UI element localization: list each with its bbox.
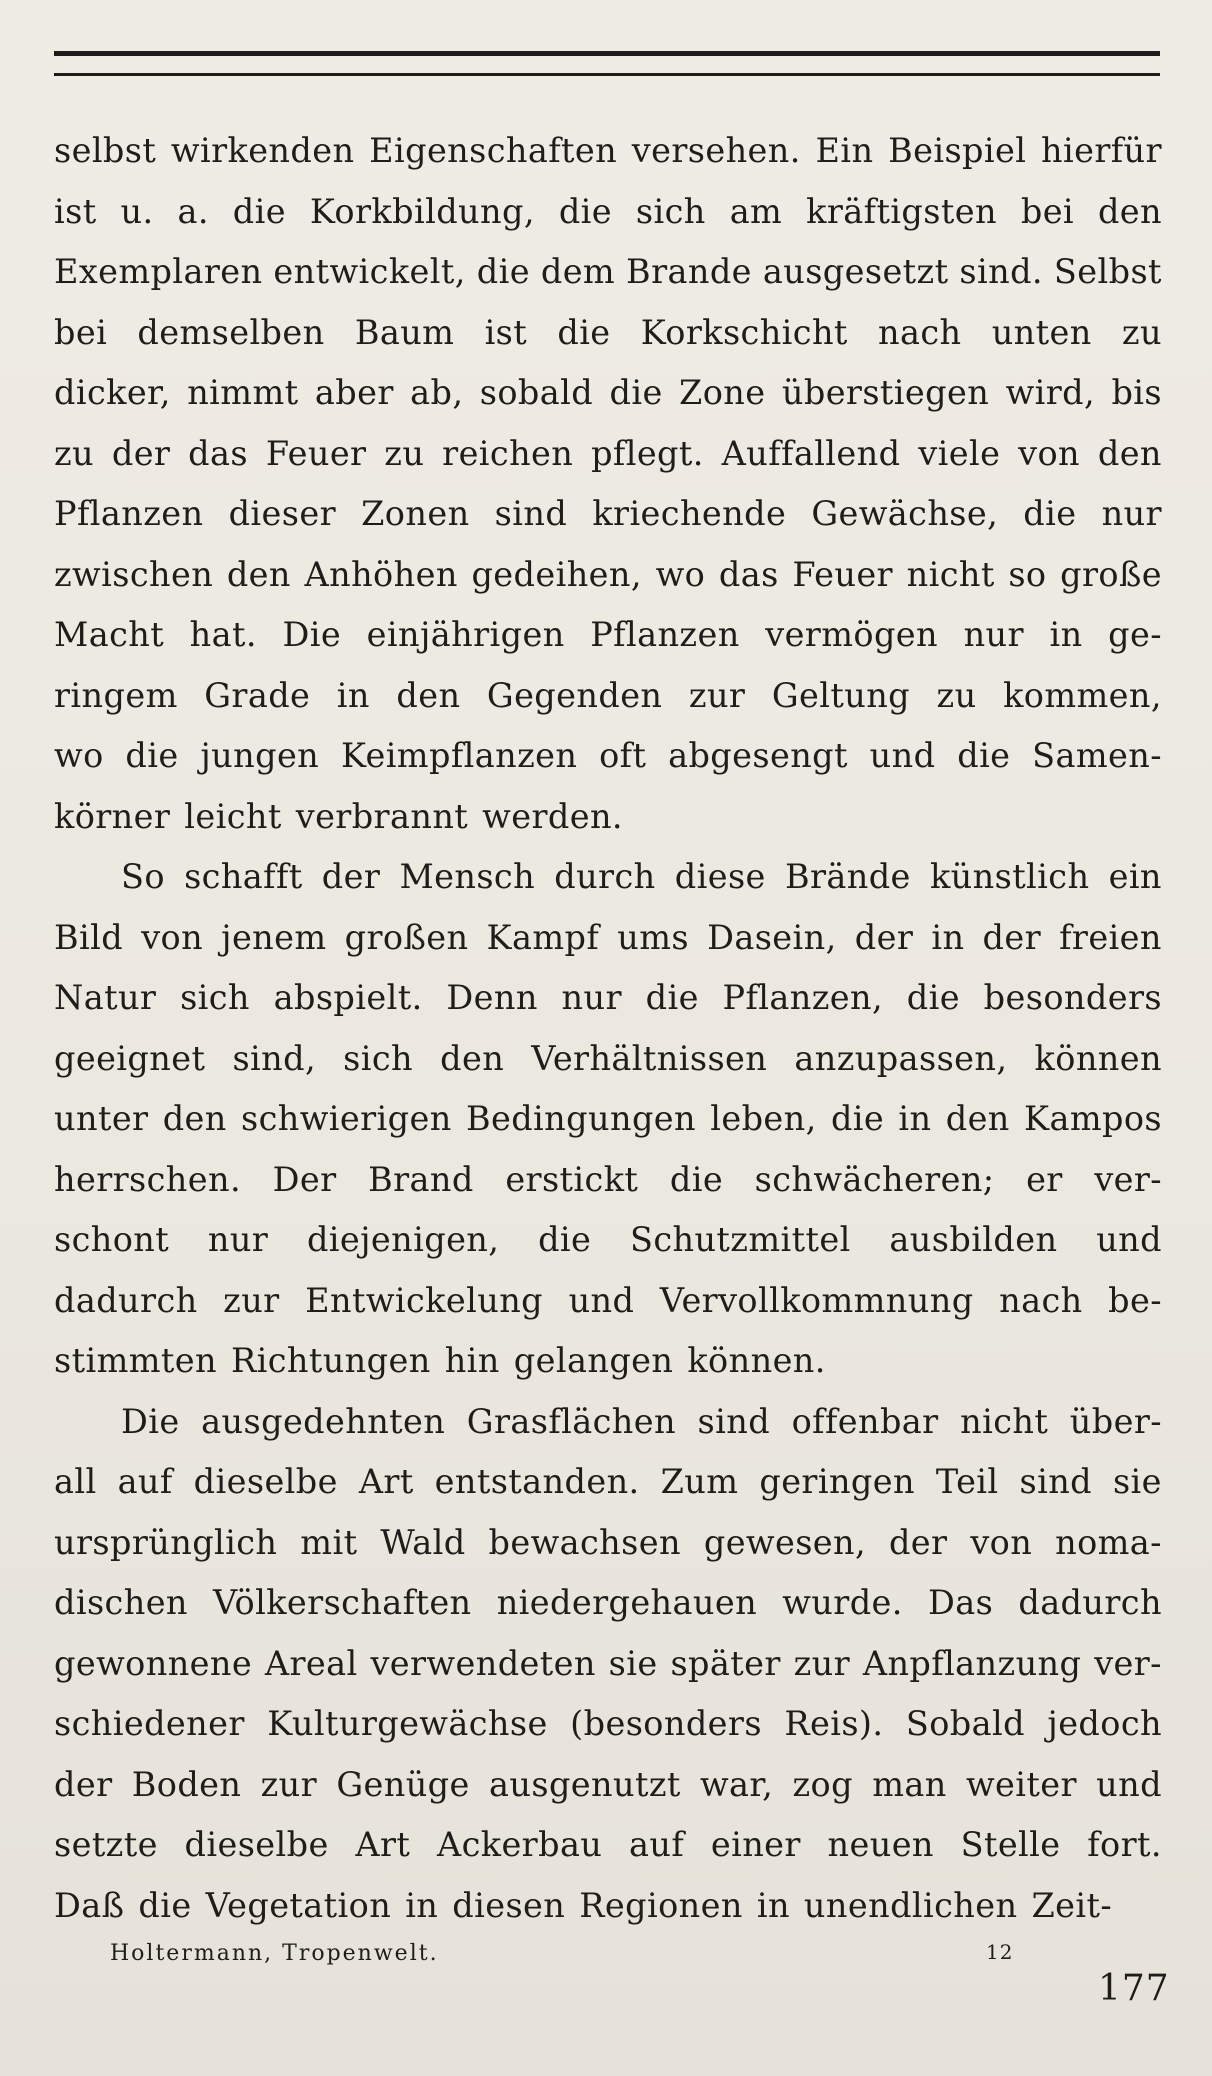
paragraph: [54, 847, 1162, 1392]
text-line: ist u. a. die Korkbildung, die sich am kräftigsten bei den: [54, 191, 1162, 231]
text-line: der Boden zur Genüge ausgenutzt war, zog man weiter und: [54, 1764, 1162, 1804]
text-line: Natur sich abspielt. Denn nur die Pflanzen, die besonders: [54, 978, 1162, 1017]
running-footer-title: Holtermann, Tropenwelt.: [110, 1941, 439, 1966]
header-rule-thick: [54, 51, 1160, 56]
text-line: Bild von jenem großen Kampf ums Dasein, der in der freien: [54, 917, 1162, 957]
text-line: Die ausgedehnten Grasflächen sind offenbar nicht über-: [121, 1401, 1162, 1441]
text-line: all auf dieselbe Art entstanden. Zum geringen Teil sind sie: [54, 1462, 1162, 1501]
text-line: zu der das Feuer zu reichen pflegt. Auffallend viele von den: [54, 433, 1162, 473]
text-line: ringem Grade in den Gegenden zur Geltung zu kommen,: [54, 675, 1162, 715]
text-line: schont nur diejenigen, die Schutzmittel ausbilden und: [54, 1220, 1162, 1259]
text-line: Pflanzen dieser Zonen sind kriechende Gewächse, die nur: [54, 494, 1162, 533]
text-line: gewonnene Areal verwendeten sie später zur Anpflanzung ver-: [54, 1643, 1162, 1683]
text-line: dicker, nimmt aber ab, sobald die Zone überstiegen wird, bis: [54, 373, 1162, 412]
page-number: 177: [1098, 1968, 1170, 2009]
text-line: selbst wirkenden Eigenschaften versehen. Ein Beispiel hierfür: [54, 131, 1162, 170]
text-line: unter den schwierigen Bedingungen leben, die in den Kampos: [54, 1099, 1162, 1138]
body-text: [54, 121, 1162, 1936]
text-line: Macht hat. Die einjährigen Pflanzen vermögen nur in ge-: [54, 615, 1162, 654]
text-line: bei demselben Baum ist die Korkschicht nach unten zu: [54, 312, 1162, 352]
text-line: setzte dieselbe Art Ackerbau auf einer neuen Stelle fort.: [54, 1825, 1162, 1864]
text-line: wo die jungen Keimpflanzen oft abgesengt und die Samen-: [54, 736, 1162, 775]
text-line: schiedener Kulturgewächse (besonders Reis). Sobald jedoch: [54, 1704, 1162, 1743]
paragraph: [54, 121, 1162, 847]
signature-mark: 12: [986, 1940, 1014, 1964]
text-line: Daß die Vegetation in diesen Regionen in unendlichen Zeit-: [54, 1885, 1113, 1925]
paragraph: [54, 1392, 1162, 1937]
text-line: ursprünglich mit Wald bewachsen gewesen, der von noma-: [54, 1522, 1162, 1562]
text-line: stimmten Richtungen hin gelangen können.: [54, 1341, 826, 1380]
text-line: geeignet sind, sich den Verhältnissen anzupassen, können: [54, 1038, 1162, 1078]
text-line: dadurch zur Entwickelung und Vervollkommnung nach be-: [54, 1280, 1162, 1320]
text-line: zwischen den Anhöhen gedeihen, wo das Feuer nicht so große: [54, 554, 1162, 594]
text-line: körner leicht verbrannt werden.: [54, 796, 623, 836]
text-line: Exemplaren entwickelt, die dem Brande ausgesetzt sind. Selbst: [54, 252, 1162, 291]
text-line: So schafft der Mensch durch diese Brände künstlich ein: [121, 857, 1162, 896]
text-line: herrschen. Der Brand erstickt die schwächeren; er ver-: [54, 1159, 1162, 1199]
text-line: dischen Völkerschaften niedergehauen wurde. Das dadurch: [54, 1583, 1162, 1622]
header-rule-thin: [54, 73, 1160, 76]
